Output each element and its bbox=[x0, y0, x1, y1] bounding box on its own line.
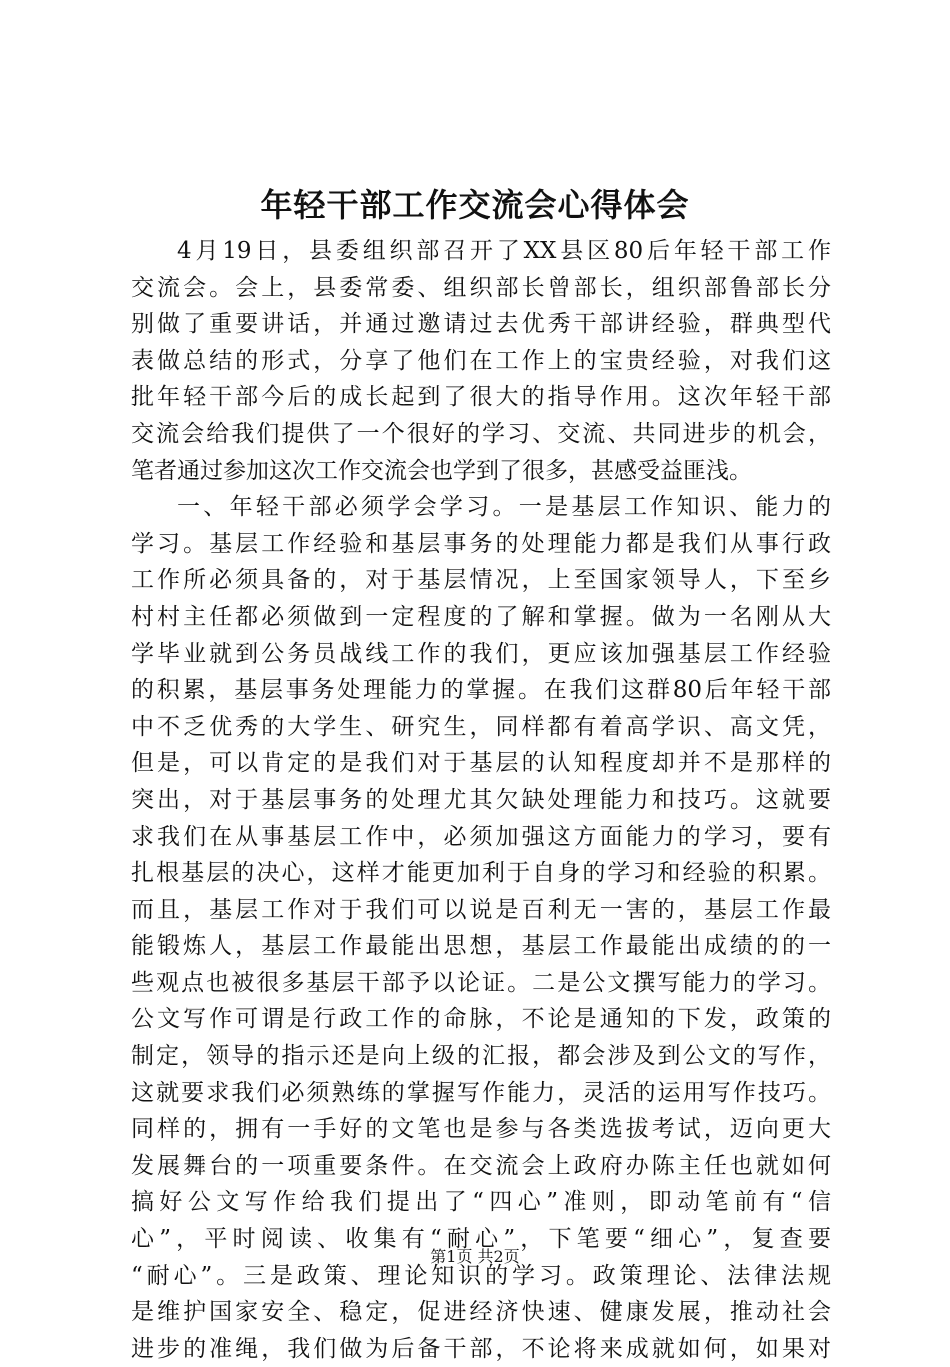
text-line: 工作所必须具备的，对于基层情况，上至国家领导人，下至乡 bbox=[131, 567, 831, 594]
text-line: 些观点也被很多基层干部予以论证。二是公文撰写能力的学习。 bbox=[131, 969, 831, 996]
text-line: 能锻炼人，基层工作最能出思想，基层工作最能出成绩的的一 bbox=[131, 933, 831, 960]
text-line: 但是，可以肯定的是我们对于基层的认知程度却并不是那样的 bbox=[131, 750, 831, 777]
document-body bbox=[131, 233, 831, 1367]
text-line: 笔者通过参加这次工作交流会也学到了很多，甚感受益匪浅。 bbox=[131, 457, 752, 484]
text-line: 扎根基层的决心，这样才能更加利于自身的学习和经验的积累。 bbox=[131, 860, 831, 887]
page-title: 年轻干部工作交流会心得体会 bbox=[260, 186, 690, 224]
text-line: 搞好公文写作给我们提出了“四心”准则，即动笔前有“信 bbox=[131, 1189, 831, 1216]
text-line: 的积累，基层事务处理能力的掌握。在我们这群80后年轻干部 bbox=[131, 677, 831, 704]
text-line: 表做总结的形式，分享了他们在工作上的宝贵经验，对我们这 bbox=[131, 347, 831, 374]
text-line: 突出，对于基层事务的处理尤其欠缺处理能力和技巧。这就要 bbox=[131, 786, 831, 813]
text-line: 同样的，拥有一手好的文笔也是参与各类选拔考试，迈向更大 bbox=[131, 1116, 831, 1143]
text-line: 学习。基层工作经验和基层事务的处理能力都是我们从事行政 bbox=[131, 530, 831, 557]
text-line: 求我们在从事基层工作中，必须加强这方面能力的学习，要有 bbox=[131, 823, 831, 850]
text-line: 进步的准绳，我们做为后备干部，不论将来成就如何，如果对 bbox=[131, 1335, 831, 1362]
text-line: 4月19日，县委组织部召开了XX县区80后年轻干部工作 bbox=[177, 238, 831, 264]
text-line: 心”，平时阅读、收集有“耐心”，下笔要“细心”，复查要 bbox=[131, 1226, 831, 1253]
text-line: 公文写作可谓是行政工作的命脉，不论是通知的下发，政策的 bbox=[131, 1006, 831, 1033]
text-line: 这就要求我们必须熟练的掌握写作能力，灵活的运用写作技巧。 bbox=[131, 1079, 831, 1106]
text-line: 中不乏优秀的大学生、研究生，同样都有着高学识、高文凭， bbox=[131, 713, 831, 740]
text-line: 批年轻干部今后的成长起到了很大的指导作用。这次年轻干部 bbox=[131, 384, 831, 411]
text-line: 制定，领导的指示还是向上级的汇报，都会涉及到公文的写作， bbox=[131, 1043, 831, 1070]
text-line: 村村主任都必须做到一定程度的了解和掌握。做为一名刚从大 bbox=[131, 603, 831, 630]
text-line: 学毕业就到公务员战线工作的我们，更应该加强基层工作经验 bbox=[131, 640, 831, 667]
text-line: 交流会。会上，县委常委、组织部长曾部长，组织部鲁部长分 bbox=[131, 274, 831, 301]
text-line: 一、年轻干部必须学会学习。一是基层工作知识、能力的 bbox=[177, 494, 831, 521]
text-line: 别做了重要讲话，并通过邀请过去优秀干部讲经验，群典型代 bbox=[131, 311, 831, 338]
text-line: “耐心”。三是政策、理论知识的学习。政策理论、法律法规 bbox=[131, 1262, 831, 1289]
text-line: 是维护国家安全、稳定，促进经济快速、健康发展，推动社会 bbox=[131, 1299, 831, 1326]
text-line: 发展舞台的一项重要条件。在交流会上政府办陈主任也就如何 bbox=[131, 1152, 831, 1179]
page-number-footer: 第1页 共2页 bbox=[430, 1247, 520, 1266]
text-line: 交流会给我们提供了一个很好的学习、交流、共同进步的机会， bbox=[131, 420, 831, 447]
text-line: 而且，基层工作对于我们可以说是百利无一害的，基层工作最 bbox=[131, 896, 831, 923]
